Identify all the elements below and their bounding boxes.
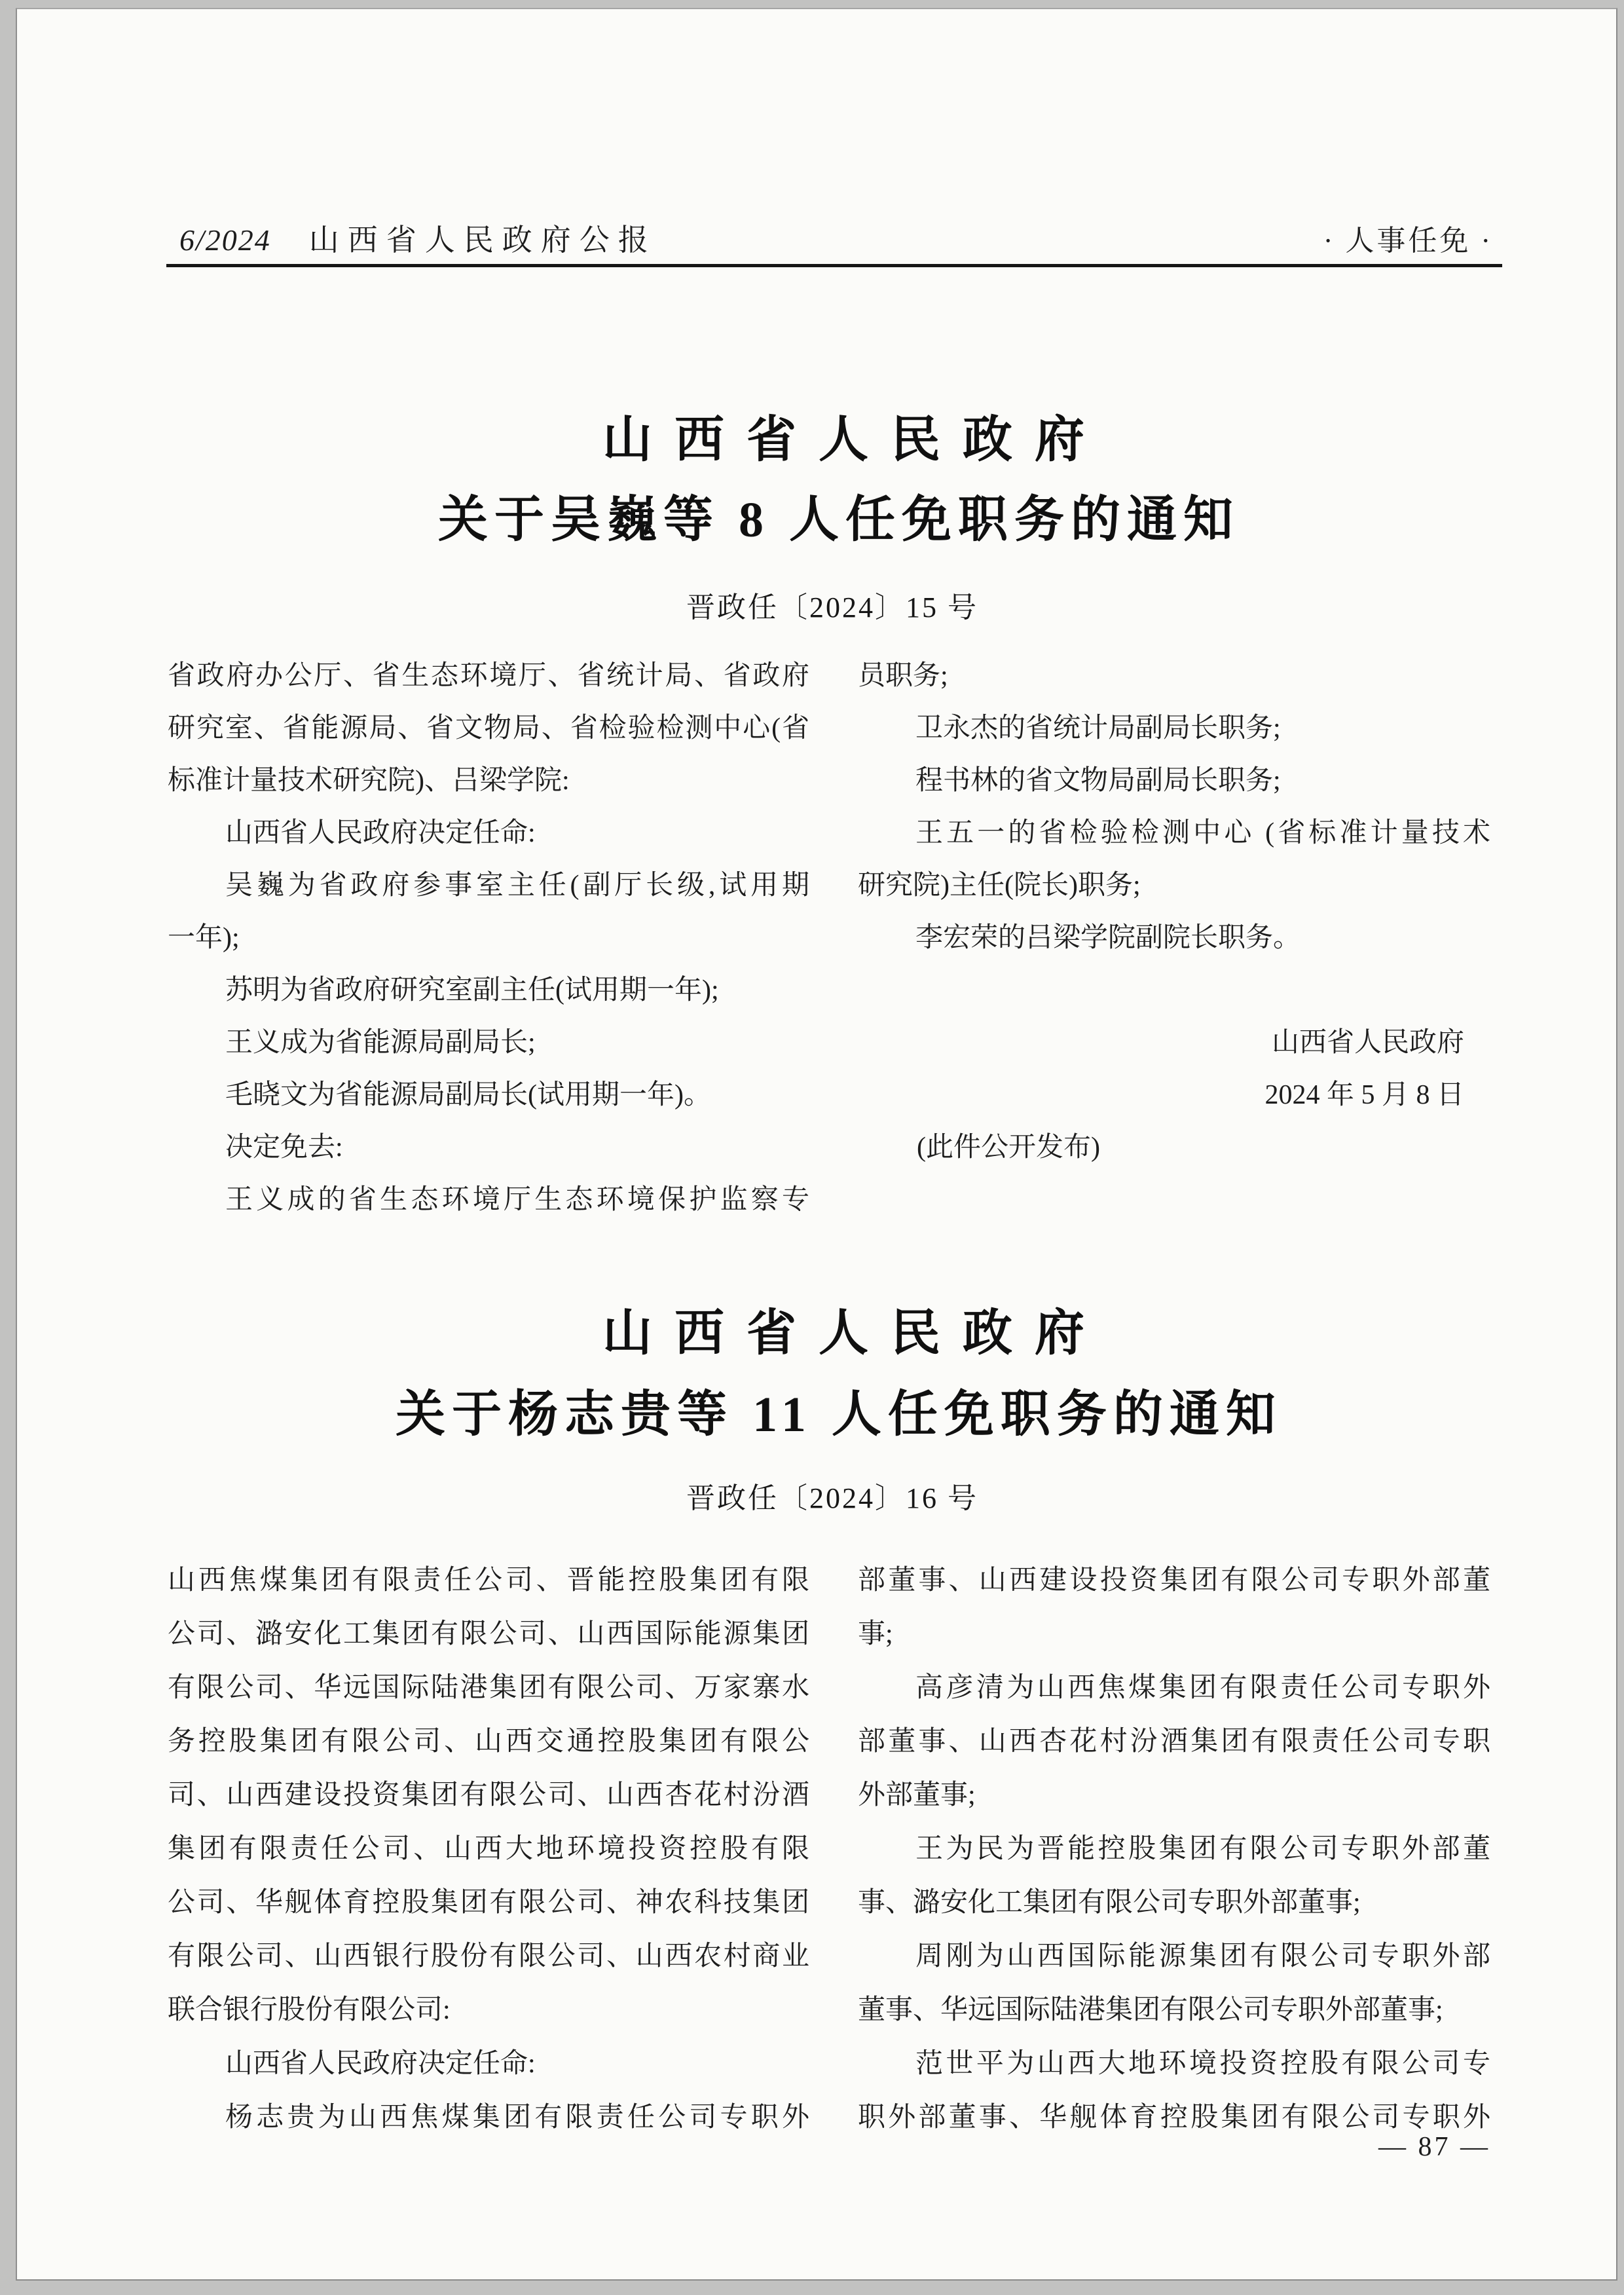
text-line: 卫永杰的省统计局副局长职务;: [915, 713, 1281, 743]
notice1-title-line1: 山西省人民政府: [602, 413, 1107, 468]
text-line: 李宏荣的吕梁学院副院长职务。: [915, 923, 1301, 953]
text-line: 苏明为省政府研究室副主任(试用期一年);: [225, 975, 719, 1005]
page-header: [179, 216, 1502, 257]
text-line: 研究院)主任(院长)职务;: [858, 870, 1141, 901]
text-line: 职外部董事、华舰体育控股集团有限公司专职外: [858, 2102, 1490, 2133]
notice2-doc-number: 晋政任〔2024〕16 号: [686, 1482, 978, 1514]
text-line: 杨志贵为山西焦煤集团有限责任公司专职外: [225, 2102, 809, 2133]
text-line: 标准计量技术研究院)、吕梁学院:: [168, 766, 570, 796]
notice2-left-column: [168, 1554, 809, 2144]
text-line: 事、潞安化工集团有限公司专职外部董事;: [858, 1888, 1361, 1918]
text-line: 周刚为山西国际能源集团有限公司专职外部: [915, 1941, 1490, 1971]
text-line: 司、山西建设投资集团有限公司、山西杏花村汾酒: [168, 1780, 809, 1810]
text-line: 王为民为晋能控股集团有限公司专职外部董: [915, 1834, 1490, 1864]
text-line: 王义成的省生态环境厅生态环境保护监察专: [225, 1185, 809, 1215]
notice1-signature: 山西省人民政府: [1271, 1028, 1464, 1058]
text-line: 外部董事;: [858, 1780, 976, 1810]
notice1-right-column: [858, 650, 1490, 1174]
notice2-right-column: [858, 1554, 1490, 2144]
text-line: 公司、潞安化工集团有限公司、山西国际能源集团: [168, 1619, 809, 1649]
notice1-left-column: [168, 650, 809, 1226]
gazette-page: [16, 8, 1617, 2281]
text-line: 研究室、省能源局、省文物局、省检验检测中心(省: [168, 713, 809, 743]
text-line: 王五一的省检验检测中心 (省标准计量技术: [915, 818, 1490, 848]
notice1-date: 2024 年 5 月 8 日: [1264, 1080, 1464, 1110]
text-line: 有限公司、华远国际陆港集团有限公司、万家寨水: [168, 1673, 809, 1703]
text-line: 省政府办公厅、省生态环境厅、省统计局、省政府: [168, 661, 809, 691]
text-line: 事;: [858, 1619, 893, 1649]
text-line: 山西省人民政府决定任命:: [225, 818, 536, 848]
text-line: 山西焦煤集团有限责任公司、晋能控股集团有限: [168, 1565, 809, 1595]
text-line: 吴巍为省政府参事室主任(副厅长级,试用期: [225, 870, 809, 901]
text-line: 山西省人民政府决定任命:: [225, 2049, 536, 2079]
text-line: 一年);: [168, 923, 240, 953]
notice1-publish-note: (此件公开发布): [917, 1132, 1100, 1163]
text-line: 王义成为省能源局副局长;: [225, 1028, 536, 1058]
notice1-title-line2: 关于吴巍等 8 人任免职务的通知: [438, 493, 1240, 548]
notice1-doc-number: 晋政任〔2024〕15 号: [686, 591, 978, 624]
text-line: 范世平为山西大地环境投资控股有限公司专: [915, 2049, 1490, 2079]
text-line: 部董事、山西杏花村汾酒集团有限责任公司专职: [858, 1726, 1490, 1757]
notice2-title-line1: 山西省人民政府: [602, 1306, 1107, 1361]
header-divider: [166, 264, 1502, 267]
text-line: 高彦清为山西焦煤集团有限责任公司专职外: [915, 1673, 1490, 1703]
text-line: 毛晓文为省能源局副局长(试用期一年)。: [225, 1080, 711, 1110]
text-line: 集团有限责任公司、山西大地环境投资控股有限: [168, 1834, 809, 1864]
text-line: 务控股集团有限公司、山西交通控股集团有限公: [168, 1726, 809, 1757]
text-line: 有限公司、山西银行股份有限公司、山西农村商业: [168, 1941, 809, 1971]
text-line: 联合银行股份有限公司:: [168, 1995, 451, 2025]
text-line: 决定免去:: [225, 1132, 343, 1163]
publication-title: 山西省人民政府公报: [308, 223, 657, 257]
text-line: 公司、华舰体育控股集团有限公司、神农科技集团: [168, 1888, 809, 1918]
notice2-title-line2: 关于杨志贵等 11 人任免职务的通知: [396, 1387, 1282, 1442]
text-line: 程书林的省文物局副局长职务;: [915, 766, 1281, 796]
text-line: 员职务;: [858, 661, 948, 691]
text-line: 董事、华远国际陆港集团有限公司专职外部董事;: [858, 1995, 1443, 2025]
page-number: — 87 —: [1378, 2132, 1490, 2162]
section-label: · 人事任免 ·: [1323, 225, 1493, 257]
blank-line: [858, 964, 1490, 1017]
issue-number: 6/2024: [179, 223, 271, 257]
text-line: 部董事、山西建设投资集团有限公司专职外部董: [858, 1565, 1490, 1595]
